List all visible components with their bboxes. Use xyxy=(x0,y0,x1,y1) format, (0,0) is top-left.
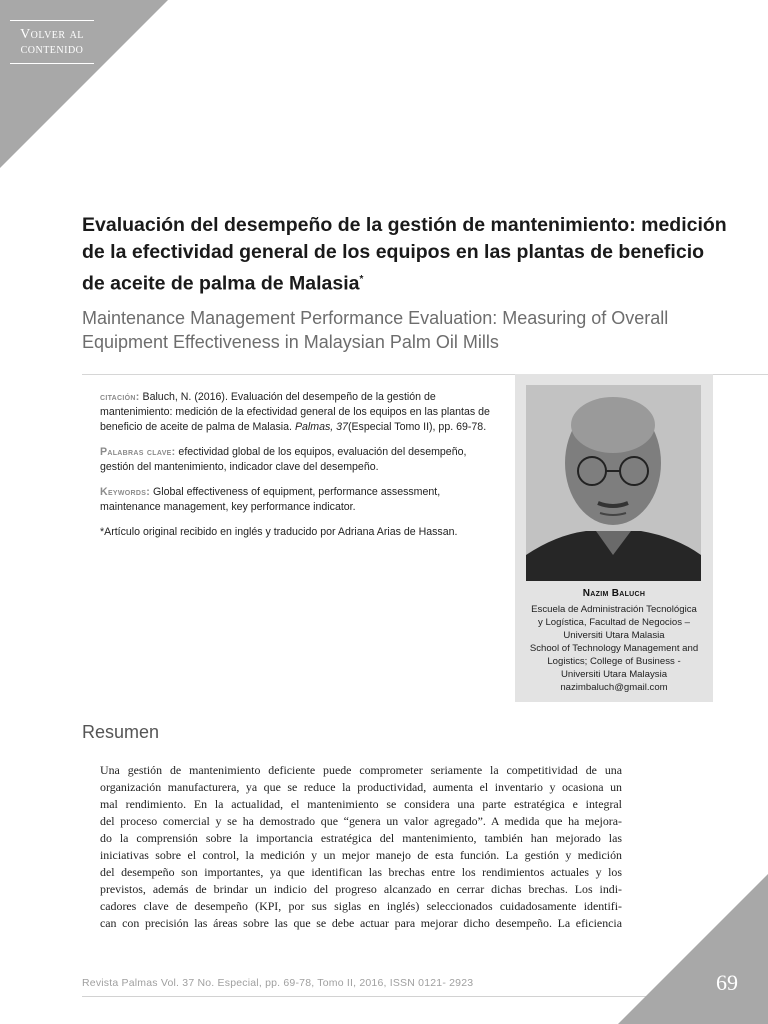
abstract-line: organización manufacturera, ya que se reduce la productividad, aumenta el inventario y ocasiona un xyxy=(100,780,622,794)
abstract-body xyxy=(100,762,622,932)
affiliation-line: Universiti Utara Malaysia xyxy=(560,669,668,680)
citation-tail: (Especial Tomo II), pp. 69-78. xyxy=(347,421,487,433)
affiliation-line: Universiti Utara Malasia xyxy=(563,630,665,641)
article-subtitle-english: Maintenance Management Performance Evaluation: Measuring of Overall Equipment Effectiveness in Malaysian Palm Oil Mills xyxy=(82,308,669,352)
keywords-spanish-block xyxy=(100,445,500,475)
abstract-line: Una gestión de mantenimiento deficiente puede comprometer seriamente la competitividad de una xyxy=(100,763,622,777)
author-box xyxy=(515,374,713,702)
keywords-english: Global effectiveness of equipment, performance assessment, maintenance management, key performance indicator. xyxy=(100,486,441,513)
corner-decoration-top-left xyxy=(0,0,168,168)
citation-journal: Palmas, 37 xyxy=(294,421,348,433)
translation-note: *Artículo original recibido en inglés y traducido por Adriana Arias de Hassan. xyxy=(100,526,458,538)
page-number: 69 xyxy=(716,970,738,995)
abstract-line: iniciativas sobre el control, la medición y un mejor manejo de esta función. La gestión y medición xyxy=(100,848,622,862)
back-link-line1: Volver al xyxy=(20,27,84,42)
citation-block xyxy=(100,390,500,435)
abstract-line: cadores clave de desempeño (KPI, por sus siglas en inglés) seleccionados cuidadosamente identifi- xyxy=(100,899,622,913)
back-to-contents-link[interactable] xyxy=(10,20,94,64)
affiliation-line: Escuela de Administración Tecnológica xyxy=(531,604,697,615)
footer-citation: Revista Palmas Vol. 37 No. Especial, pp. 69-78, Tomo II, 2016, ISSN 0121- 2923 xyxy=(82,977,474,989)
affiliation-line: School of Technology Management and xyxy=(529,643,699,654)
citation-label: citación: xyxy=(100,391,140,403)
keywords-spanish: efectividad global de los equipos, evaluación del desempeño, gestión del mantenimiento, indicador clave del desempeño. xyxy=(100,446,467,473)
keywords-spanish-label: Palabras clave: xyxy=(100,446,176,458)
abstract-line: mal rendimiento. En la actualidad, el mantenimiento se considera una parte estratégica e integral xyxy=(100,797,622,811)
author-affiliation xyxy=(515,603,713,694)
author-portrait-image xyxy=(526,385,701,581)
affiliation-line: Logistics; College of Business - xyxy=(547,656,681,667)
back-link-line2: contenido xyxy=(20,42,84,57)
abstract-line: can con precisión las áreas sobre las que se debe actuar para mejorar dicho desempeño. La eficiencia xyxy=(100,916,622,930)
footer-divider xyxy=(82,996,700,997)
article-metadata xyxy=(100,390,500,550)
abstract-line: del desempeño son importantes, ya que identifican las brechas entre los rendimientos actuales y los xyxy=(100,865,622,879)
corner-decoration-bottom-right xyxy=(618,874,768,1024)
title-footnote-mark: * xyxy=(359,274,364,285)
author-name: Nazim Baluch xyxy=(582,588,646,599)
citation-text: Baluch, N. (2016). Evaluación del desempeño de la gestión de mantenimiento: medición de la efectividad general de los equipos en las plantas de beneficio de aceite de palma de Malasia. xyxy=(100,391,490,433)
affiliation-line: y Logística, Facultad de Negocios – xyxy=(538,617,690,628)
abstract-line: previstos, además de brindar un indicio del progreso alcanzado en cerrar dichas brechas. Los indi- xyxy=(100,882,622,896)
author-photo xyxy=(526,385,701,581)
article-title-text: Evaluación del desempeño de la gestión de mantenimiento: medición de la efectividad general de los equipos en las plantas de beneficio de aceite de palma de Malasia xyxy=(82,214,727,295)
keywords-english-block xyxy=(100,485,500,515)
keywords-english-label: Keywords: xyxy=(100,486,151,498)
article-title xyxy=(82,212,732,298)
author-email[interactable]: nazimbaluch@gmail.com xyxy=(560,682,668,693)
abstract-heading: Resumen xyxy=(82,722,160,742)
abstract-line: do la comprensión sobre la importancia estratégica del mantenimiento, también han mejorado las xyxy=(100,831,622,845)
abstract-line: del proceso comercial y se ha demostrado que “genera un valor agregado”. A medida que ha mejora- xyxy=(100,814,622,828)
